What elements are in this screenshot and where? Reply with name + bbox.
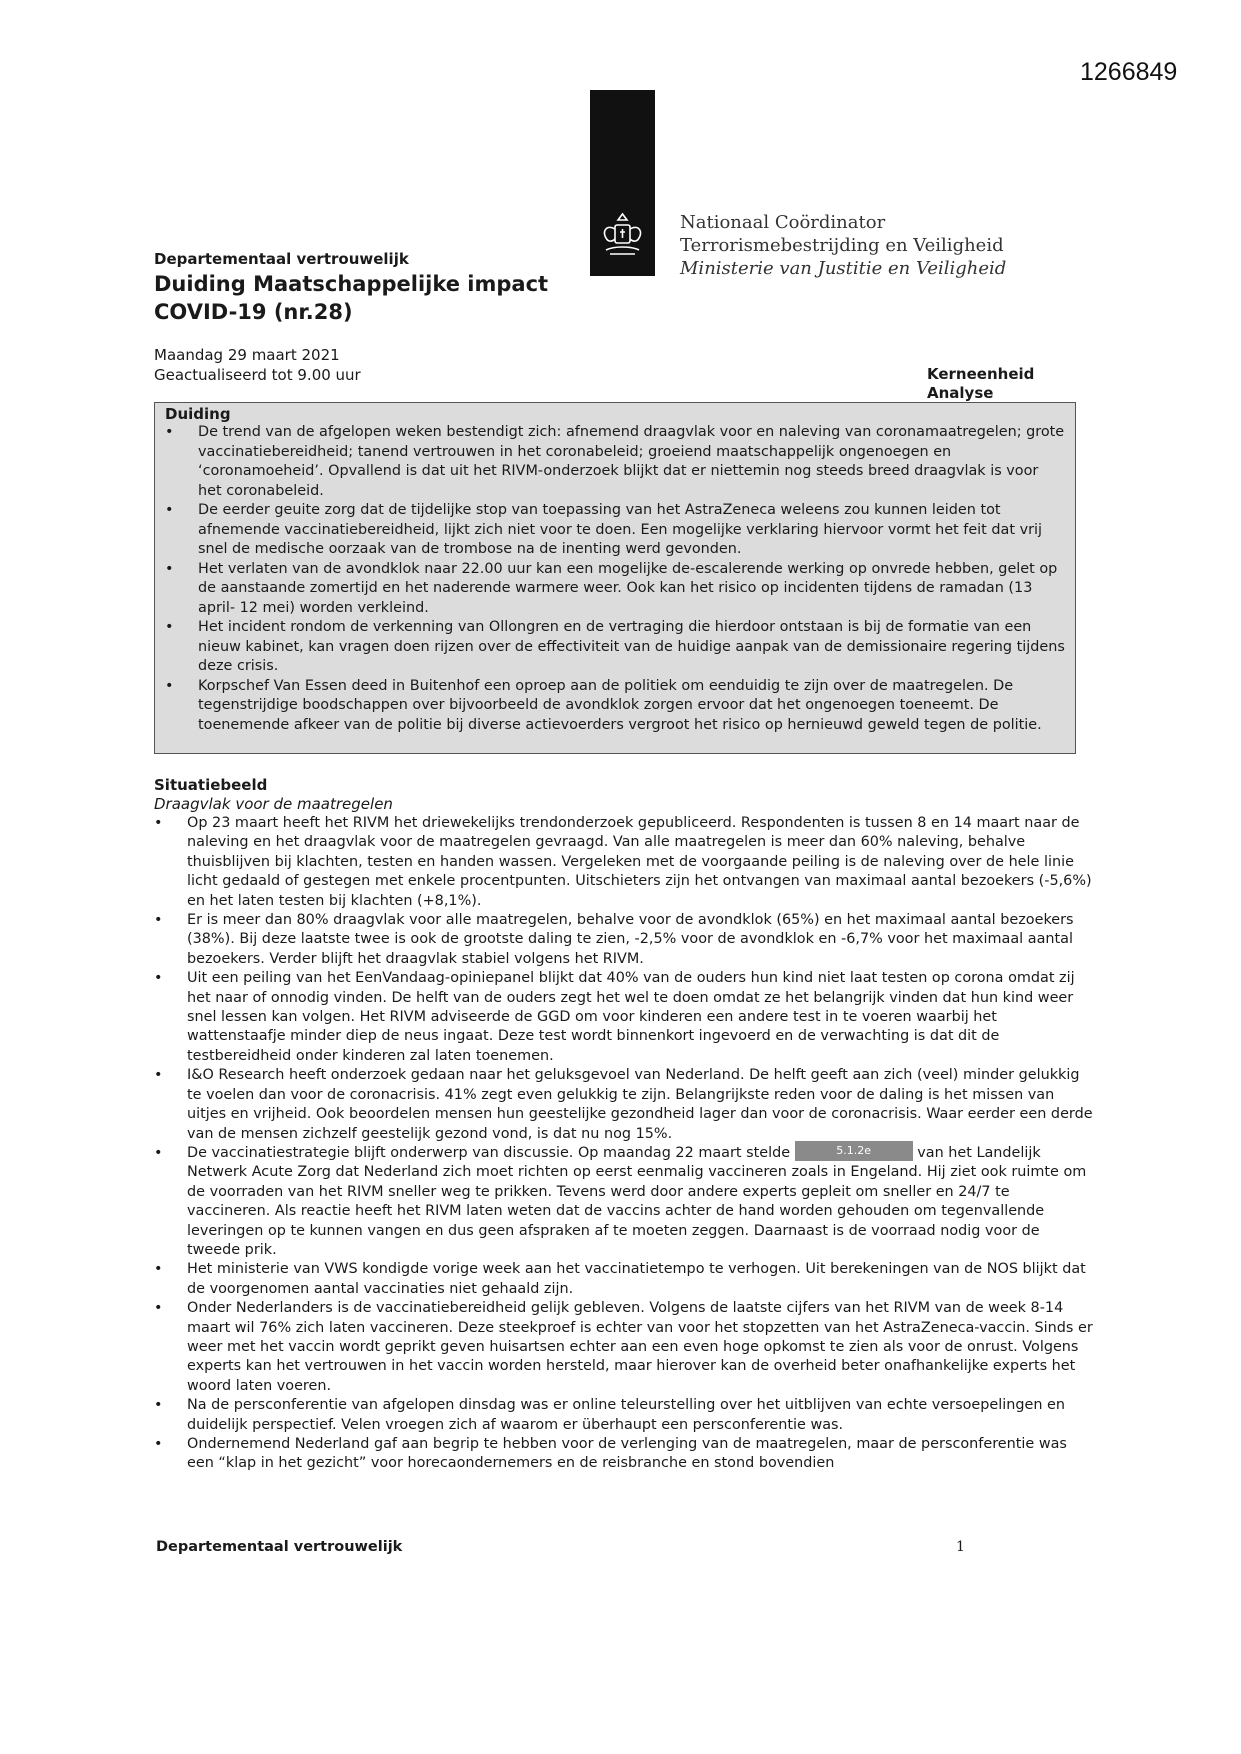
- situatiebeeld-list: [154, 814, 1094, 1474]
- footer-classification: Departementaal vertrouwelijk: [156, 1539, 403, 1555]
- page-number: 1: [956, 1539, 965, 1555]
- list-item: • De eerder geuite zorg dat de tijdelijke stop van toepassing van het AstraZeneca weleens zou kunnen leiden tot afnemende vaccinatiebereidheid, lijkt zich niet voor te doen. Een mogelijke verklaring hiervoor vormt het feit dat vrij snel de medische oorzaak van de trombose na de inenting werd gevonden.: [165, 501, 1065, 560]
- list-item: • Ondernemend Nederland gaf aan begrip te hebben voor de verlenging van de maatregelen, maar de persconferentie was een “klap in het gezicht” voor horecaondernemers en de reisbranche en stond bovendien: [154, 1435, 1094, 1474]
- list-item: • Het incident rondom de verkenning van Ollongren en de vertraging die hierdoor ontstaan is bij de formatie van een nieuw kabinet, kan vragen doen rijzen over de effectiviteit van de huidige aanpak van de demissionaire regering tijdens deze crisis.: [165, 618, 1065, 677]
- situatiebeeld-section: [154, 775, 1094, 1474]
- situatiebeeld-heading: Situatiebeeld: [154, 776, 268, 794]
- document-number: 1266849: [1080, 58, 1178, 86]
- list-item: • Korpschef Van Essen deed in Buitenhof een oproep aan de politiek om eenduidig te zijn over de maatregelen. De tegenstrijdige boodschappen over bijvoorbeeld de avondklok zorgen ervoor dat het ongenoegen toeneemt. De toenemende afkeer van de politie bij diverse actievoerders vergroot het risico op hernieuwd geweld tegen de politie.: [165, 677, 1065, 736]
- update-time: Geactualiseerd tot 9.00 uur: [154, 366, 361, 384]
- duiding-heading: Duiding: [165, 405, 231, 423]
- situatiebeeld-subheading: Draagvlak voor de maatregelen: [154, 795, 393, 813]
- duiding-box: [154, 402, 1076, 754]
- organization-name: Nationaal Coördinator: [680, 212, 886, 233]
- list-item-text: van het Landelijk Netwerk Acute Zorg dat Nederland zich moet richten op eerst eenmalig vaccineren zoals in Engeland. Hij ziet ook ruimte om de voorraden van het RIVM sneller weg te prikken. Tevens werd door andere experts gepleit om sneller en 24/7 te vaccineren. Als reactie heeft het RIVM laten weten dat de vaccins achter de hand worden gehouden om tegenvallende leveringen op te kunnen vangen en dus geen afspraken af te moeten zeggen. Daarnaast is de voorraad nodig voor de tweede prik.: [187, 1144, 1087, 1258]
- list-item: • Er is meer dan 80% draagvlak voor alle maatregelen, behalve voor de avondklok (65%) en het maximaal aantal bezoekers (38%). Bij deze laatste twee is ook de grootste daling te zien, -2,5% voor de avondklok en -6,7% voor het maximaal aantal bezoekers. Verder blijft het draagvlak stabiel volgens het RIVM.: [154, 911, 1094, 969]
- list-item: • Onder Nederlanders is de vaccinatiebereidheid gelijk gebleven. Volgens de laatste cijfers van het RIVM van de week 8-14 maart wil 76% zich laten vaccineren. Deze steekproef is echter van voor het stopzetten van het AstraZeneca-vaccin. Sinds er weer met het vaccin wordt geprikt geven huisartsen echter aan een even hoge opkomst te zien als voor de onrust. Volgens experts kan het vertrouwen in het vaccin worden hersteld, maar hierover kan de overheid beter onafhankelijke experts het woord laten voeren.: [154, 1299, 1094, 1396]
- title-line: COVID-19 (nr.28): [154, 300, 353, 324]
- unit-label: [927, 365, 1034, 403]
- list-item: • Uit een peiling van het EenVandaag-opiniepanel blijkt dat 40% van de ouders hun kind niet laat testen op corona omdat zij het naar of onnodig vinden. De helft van de ouders zegt het wel te doen omdat ze het belangrijk vinden dat hun kind weer snel lessen kan volgen. Het RIVM adviseerde de GGD om voor kinderen een andere test in te voeren waarbij het wattenstaafje minder diep de neus ingaat. Deze test wordt binnenkort ingevoerd en de verwachting is dat dit de testbereidheid onder kinderen zal laten toenemen.: [154, 969, 1094, 1066]
- organization-department: Terrorismebestrijding en Veiligheid: [680, 235, 1004, 256]
- list-item: [154, 1144, 1094, 1260]
- list-item: • Op 23 maart heeft het RIVM het driewekelijks trendonderzoek gepubliceerd. Respondenten is tussen 8 en 14 maart naar de naleving en het draagvlak voor de maatregelen gevraagd. Van alle maatregelen is meer dan 60% naleving, behalve thuisblijven bij klachten, testen en handen wassen. Vergeleken met de voorgaande peiling is de naleving over de hele linie licht gedaald of gestegen met enkele procentpunten. Uitschieters zijn het ontvangen van maximaal aantal bezoekers (-5,6%) en het laten testen bij klachten (+8,1%).: [154, 814, 1094, 911]
- document-title: [154, 270, 548, 326]
- list-item: • I&O Research heeft onderzoek gedaan naar het geluksgevoel van Nederland. De helft geeft aan zich (veel) minder gelukkig te voelen dan voor de coronacrisis. 41% zegt even gelukkig te zijn. Belangrijkste reden voor de daling is het missen van uitjes en vrijheid. Ook beoordelen mensen hun geestelijke gezondheid lager dan voor de coronacrisis. Waar eerder een derde van de mensen zichzelf geestelijk gezond vond, is dat nu nog 15%.: [154, 1066, 1094, 1144]
- government-logo: [590, 90, 655, 276]
- list-item-text: De vaccinatiestrategie blijft onderwerp van discussie. Op maandag 22 maart stelde: [187, 1144, 791, 1161]
- ministry-name: Ministerie van Justitie en Veiligheid: [680, 258, 1007, 279]
- date-block: [154, 345, 361, 385]
- unit-line: Kerneenheid: [927, 365, 1035, 383]
- list-item: • De trend van de afgelopen weken bestendigt zich: afnemend draagvlak voor en naleving van coronamaatregelen; grote vaccinatiebereidheid; tanend vertrouwen in het coronabeleid; groeiend maatschappelijk ongenoegen en ‘coronamoeheid’. Opvallend is dat uit het RIVM-onderzoek blijkt dat er niettemin nog steeds breed draagvlak is voor het coronabeleid.: [165, 423, 1065, 501]
- classification-label: Departementaal vertrouwelijk: [154, 250, 409, 268]
- title-line: Duiding Maatschappelijke impact: [154, 272, 549, 296]
- redaction-block: 5.1.2e: [795, 1141, 913, 1161]
- list-item: • Na de persconferentie van afgelopen dinsdag was er online teleurstelling over het uitblijven van echte versoepelingen en duidelijk perspectief. Velen vroegen zich af waarom er überhaupt een persconferentie was.: [154, 1396, 1094, 1435]
- coat-of-arms-icon: [596, 210, 649, 258]
- unit-line: Analyse: [927, 384, 994, 402]
- list-item: • Het ministerie van VWS kondigde vorige week aan het vaccinatietempo te verhogen. Uit berekeningen van de NOS blijkt dat de voorgenomen aantal vaccinaties niet gehaald zijn.: [154, 1260, 1094, 1299]
- document-date: Maandag 29 maart 2021: [154, 346, 340, 364]
- duiding-list: [165, 423, 1065, 735]
- list-item: • Het verlaten van de avondklok naar 22.00 uur kan een mogelijke de-escalerende werking op onvrede hebben, gelet op de aanstaande zomertijd en het naderende warmere weer. Ook kan het risico op incidenten tijdens de ramadan (13 april- 12 mei) worden verkleind.: [165, 560, 1065, 619]
- organization-block: [680, 211, 1006, 280]
